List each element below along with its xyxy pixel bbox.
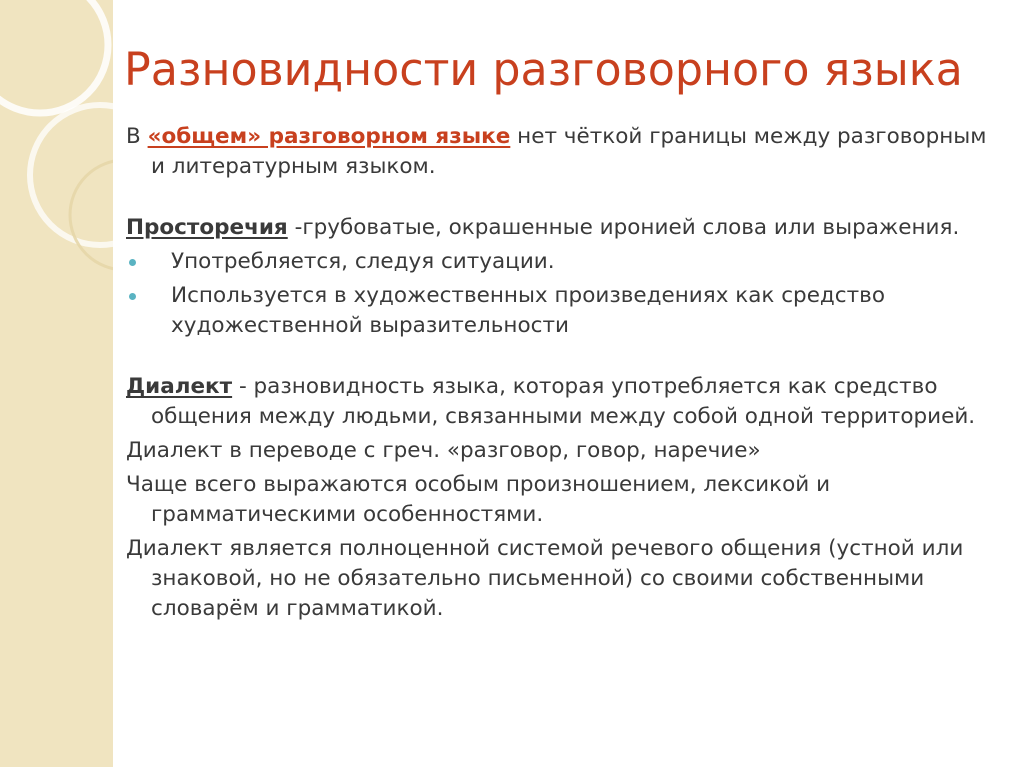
paragraph-dialect-features: Чаще всего выражаются особым произношением, лексикой и грамматическими особенностями. <box>126 472 831 527</box>
term-dialect: Диалект <box>126 374 233 399</box>
slide-title: Разновидности разговорного языка <box>124 43 963 96</box>
paragraph-text: -грубоватые, окрашенные иронией слова или выражения. <box>287 215 960 240</box>
paragraph-general-colloquial <box>126 122 1006 182</box>
highlighted-term-general-colloquial: «общем» разговорном языке <box>147 124 511 149</box>
paragraph-text: нет чёткой границы между разговорным и литературным языком. <box>151 124 987 179</box>
paragraph-dialect-system: Диалект является полноценной системой речевого общения (устной или знаковой, но не обязательно письменной) со своими собственными словарём и грамматикой. <box>126 536 964 621</box>
list-item-text: Используется в художественных произведениях как средство художественной выразительности <box>171 283 885 338</box>
paragraph-text: - разновидность языка, которая употребляется как средство общения между людьми, связанными между собой одной территорией. <box>151 374 976 429</box>
list-item <box>126 281 1006 341</box>
ring-ornament-icon <box>0 0 113 767</box>
paragraph-vernacular <box>126 213 1006 243</box>
term-vernacular: Просторечия <box>126 215 288 240</box>
bullet-icon <box>129 259 136 266</box>
list-item <box>126 247 1006 277</box>
bullet-icon <box>129 293 136 300</box>
paragraph-dialect <box>126 372 1006 432</box>
decorative-sidebar <box>0 0 113 767</box>
list-item-text: Употребляется, следуя ситуации. <box>171 249 555 274</box>
slide-body <box>126 122 1006 624</box>
paragraph-dialect-translation: Диалект в переводе с греч. «разговор, говор, наречие» <box>126 438 761 463</box>
paragraph-lead: В <box>126 124 148 149</box>
